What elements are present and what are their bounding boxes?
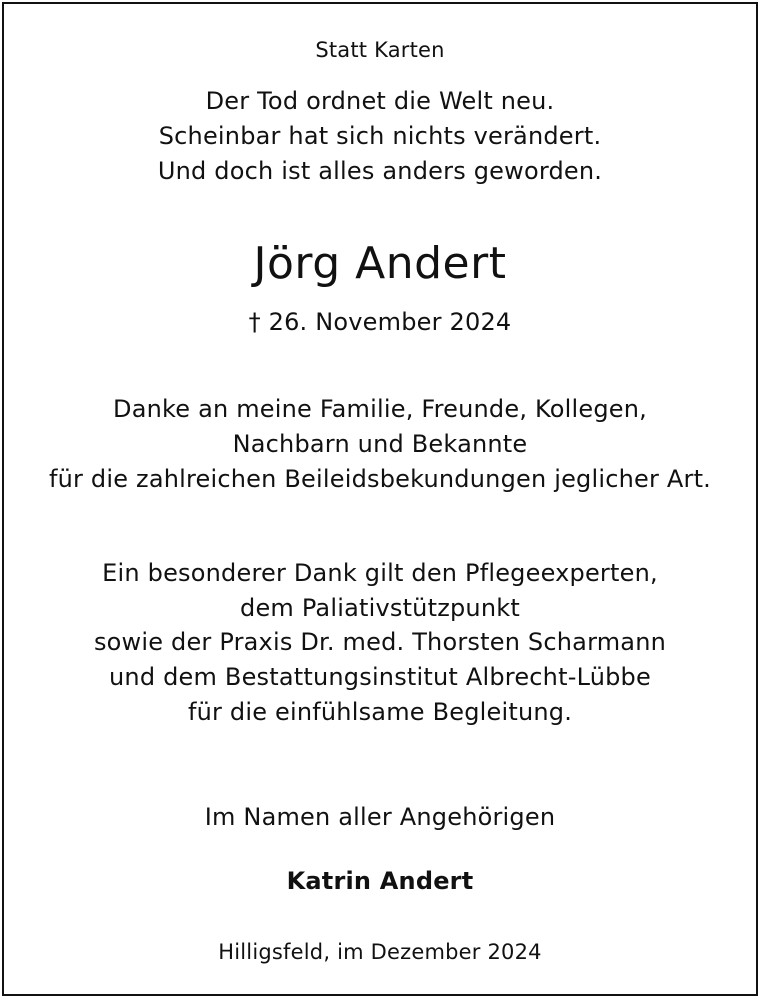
deceased-name: Jörg Andert xyxy=(253,238,507,289)
thanks-line: Nachbarn und Bekannte xyxy=(232,430,528,458)
special-thanks-line: Ein besonderer Dank gilt den Pflegeexperten, xyxy=(102,559,658,587)
place-date: Hilligsfeld, im Dezember 2024 xyxy=(218,940,542,964)
obituary-card xyxy=(2,2,758,996)
header-text: Statt Karten xyxy=(315,38,445,62)
thanks-line: für die zahlreichen Beileidsbekundungen jeglicher Art. xyxy=(48,465,712,493)
special-thanks-line: und dem Bestattungsinstitut Albrecht-Lübbe xyxy=(109,663,651,691)
special-thanks-line: sowie der Praxis Dr. med. Thorsten Scharmann xyxy=(93,628,667,656)
signoff-text: Im Namen aller Angehörigen xyxy=(204,803,556,831)
thanks-line: Danke an meine Familie, Freunde, Kollegen, xyxy=(113,395,647,423)
death-date: † 26. November 2024 xyxy=(248,308,512,336)
verse-line: Und doch ist alles anders geworden. xyxy=(157,157,603,185)
verse-line: Der Tod ordnet die Welt neu. xyxy=(205,87,555,115)
verse-line: Scheinbar hat sich nichts verändert. xyxy=(158,122,602,150)
special-thanks-line: für die einfühlsame Begleitung. xyxy=(187,698,573,726)
signer-name: Katrin Andert xyxy=(286,867,474,895)
special-thanks-line: dem Paliativstützpunkt xyxy=(240,594,520,622)
